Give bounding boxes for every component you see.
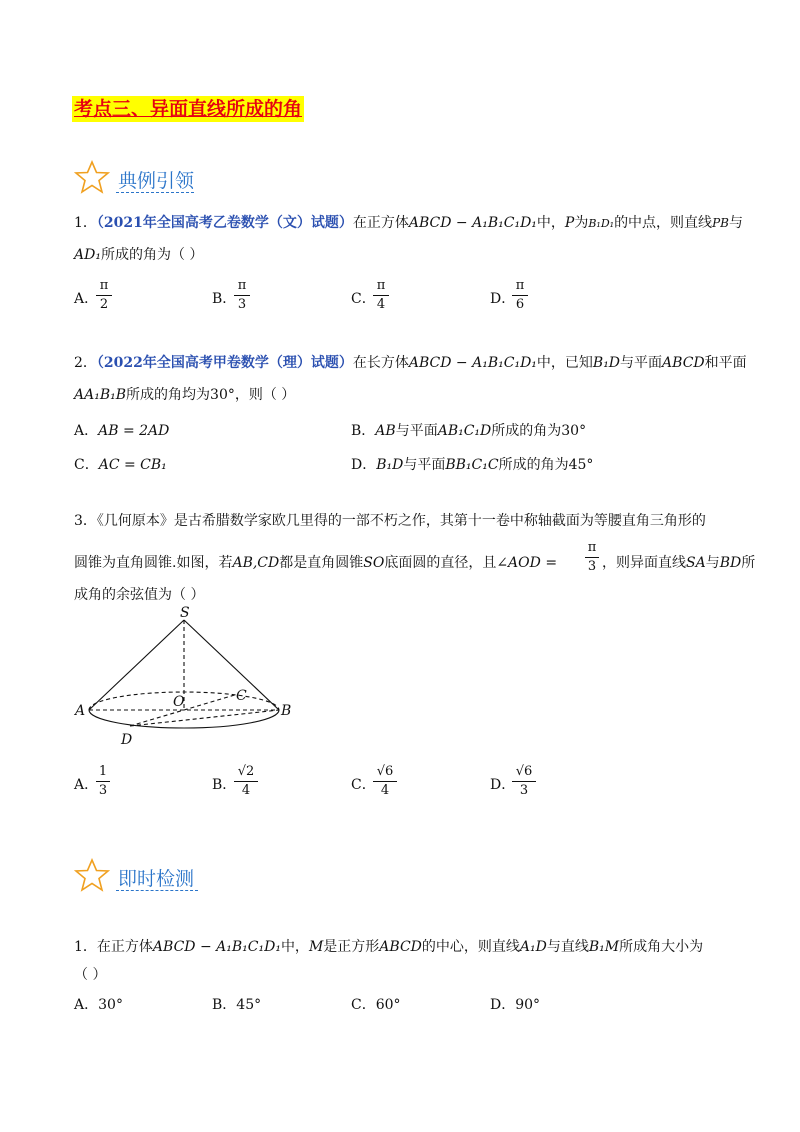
label-s: S [180, 606, 190, 621]
option-c-value: π 4 [373, 278, 389, 313]
page-title: 考点三、异面直线所成的角 [74, 98, 303, 120]
option-c[interactable]: C．AC = CB₁ [74, 457, 167, 473]
angle-value: π 3 [585, 540, 599, 575]
section-underline [116, 890, 198, 891]
question-3-line3: 成角的余弦值为（ ） [74, 587, 205, 603]
question-2-line2: AA₁B₁B所成的角均为30°，则（ ） [74, 387, 296, 403]
option-a-value: π 2 [96, 278, 112, 313]
question-source: （2022年全国高考甲卷数学（理）试题） [96, 355, 353, 371]
option-d-value: √6 3 [512, 764, 536, 799]
label-o: O [173, 694, 185, 710]
option-a[interactable]: A． [74, 291, 99, 307]
label-d: D [121, 732, 133, 748]
question-1-line2: AD₁所成的角为（ ） [74, 247, 204, 263]
question-source: （2021年全国高考乙卷数学（文）试题） [96, 215, 353, 231]
section-underline [116, 192, 194, 193]
option-d[interactable]: D． [490, 777, 516, 793]
section-title-examples: 典例引领 [118, 170, 195, 192]
option-d-value: π 6 [512, 278, 528, 313]
section-title-practice: 即时检测 [118, 868, 195, 890]
option-c[interactable]: C． [351, 777, 376, 793]
option-b[interactable]: B．45° [212, 997, 262, 1013]
label-c: C [236, 688, 247, 704]
option-a-value: 1 3 [96, 764, 110, 799]
label-a: A [75, 703, 86, 719]
option-a[interactable]: A．30° [74, 997, 123, 1013]
star-icon [74, 160, 110, 194]
option-c-value: √6 4 [373, 764, 397, 799]
star-icon [74, 858, 110, 892]
option-b-value: π 3 [234, 278, 250, 313]
option-c[interactable]: C． [351, 291, 376, 307]
question-1-line1: 1．（2021年全国高考乙卷数学（文）试题）在正方体ABCD − A₁B₁C₁D₁中，P为B₁D₁的中点，则直线PB与 [74, 215, 743, 231]
option-d[interactable]: D． [490, 291, 516, 307]
option-c[interactable]: C．60° [351, 997, 401, 1013]
question-4-line1: 1．在正方体ABCD − A₁B₁C₁D₁中，M是正方形ABCD的中心，则直线A₁D与直线B₁M所成角大小为 [74, 939, 704, 955]
question-4-line2: （ ） [74, 967, 107, 983]
option-b[interactable]: B． [212, 291, 237, 307]
option-b[interactable]: B． [212, 777, 237, 793]
question-3-line2-end: ，则异面直线SA与BD所 [602, 555, 756, 571]
question-3-line1: 3．《几何原本》是古希腊数学家欧几里得的一部不朽之作，其第十一卷中称轴截面为等腰直角三角形的 [74, 513, 706, 529]
option-b[interactable]: B．AB与平面AB₁C₁D所成的角为30° [351, 423, 587, 439]
question-2-line1: 2．（2022年全国高考甲卷数学（理）试题）在长方体ABCD − A₁B₁C₁D₁中，已知B₁D与平面ABCD和平面 [74, 355, 747, 371]
option-d[interactable]: D．90° [490, 997, 541, 1013]
label-b: B [281, 703, 292, 719]
option-a[interactable]: A． [74, 777, 99, 793]
option-d[interactable]: D．B₁D与平面BB₁C₁C所成的角为45° [351, 457, 594, 473]
option-a[interactable]: A．AB = 2AD [74, 423, 170, 439]
cone-figure [70, 606, 310, 748]
question-3-line2: 圆锥为直角圆锥.如图，若AB,CD都是直角圆锥SO底面圆的直径，且∠AOD = [74, 555, 558, 571]
option-b-value: √2 4 [234, 764, 258, 799]
